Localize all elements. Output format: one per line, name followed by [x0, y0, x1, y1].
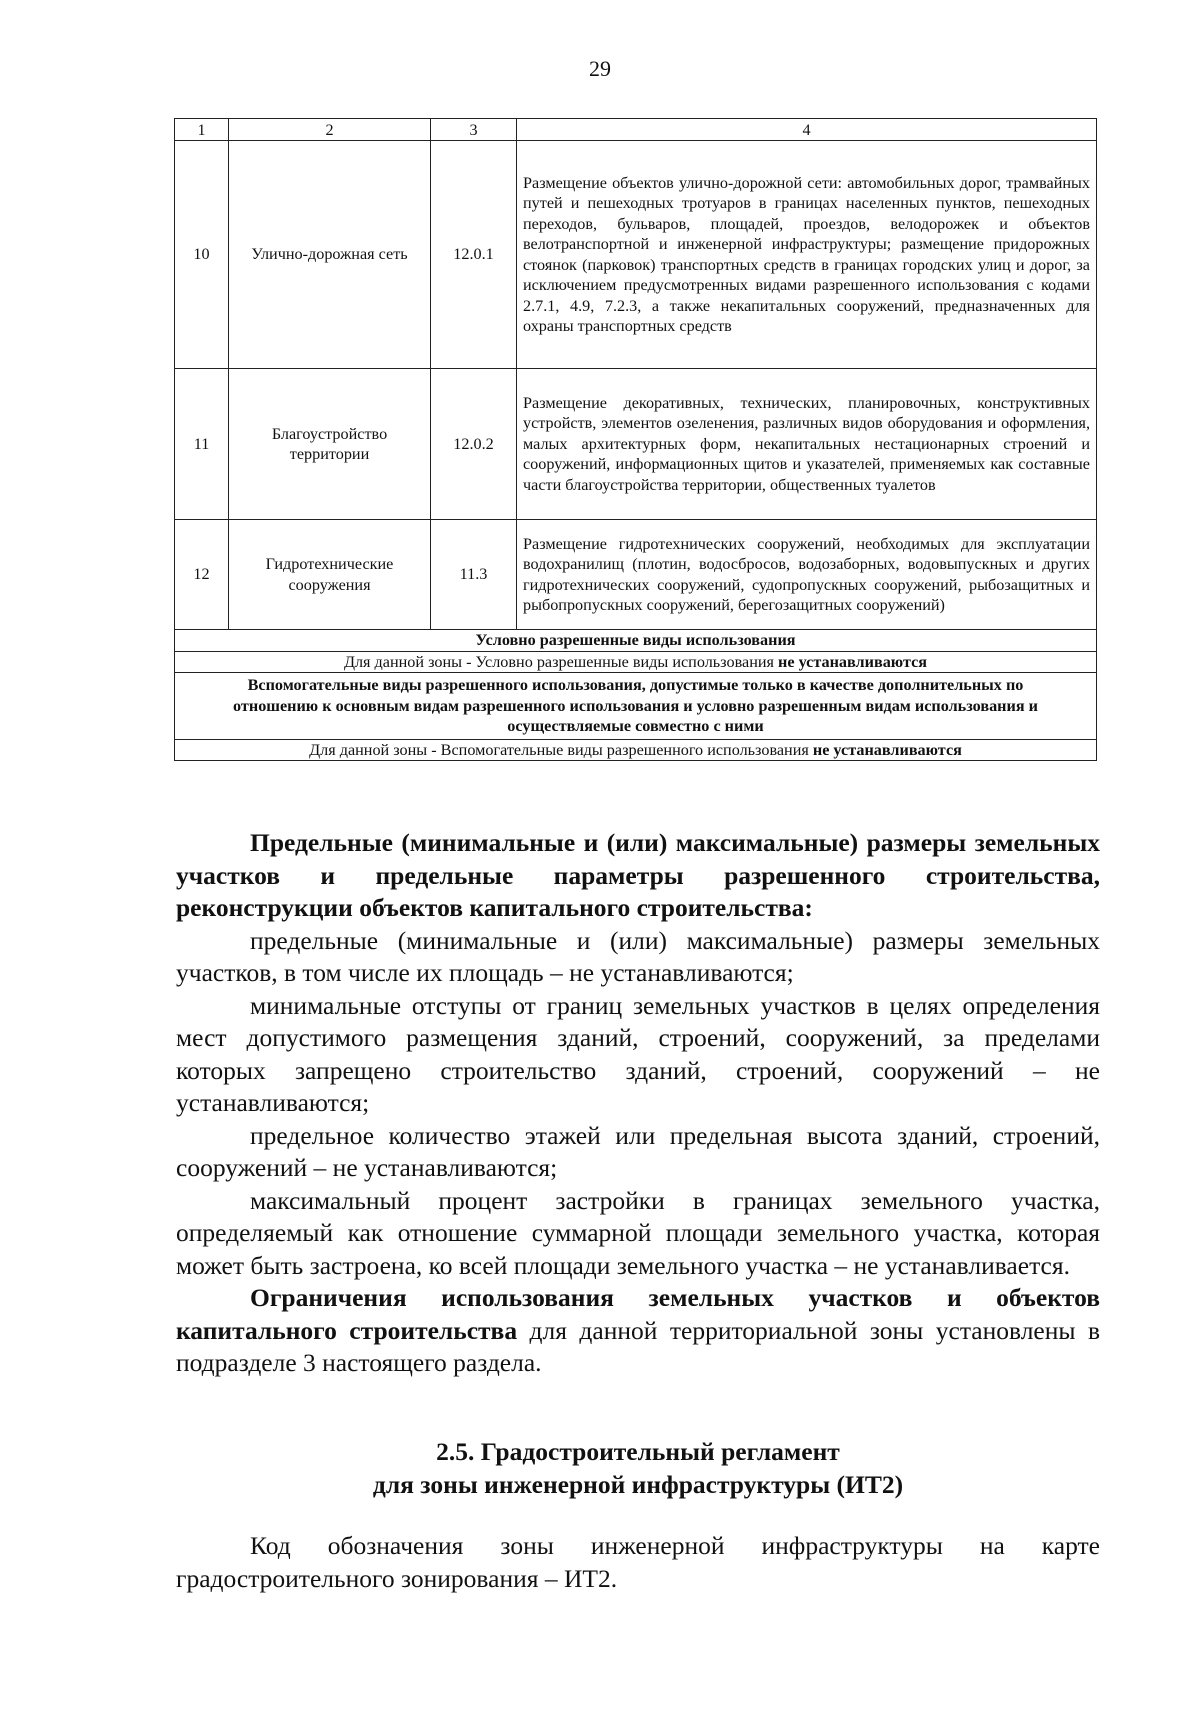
auxiliary-note-row — [175, 739, 1097, 761]
limits-paragraph: максимальный процент застройки в границах земельного участка, определяемый как отношение суммарной площади земельного участка, которая может быть застроена, ко всей площади земельного участка – не устанавливается. — [176, 1185, 1100, 1280]
use-type-code: 12.0.2 — [431, 369, 517, 520]
auxiliary-heading-row — [175, 673, 1097, 740]
table-header-row — [175, 119, 1097, 141]
restrictions-text: для данной территориальной зоны установлены в подразделе 3 настоящего раздела. — [176, 1315, 1101, 1377]
column-header: 2 — [229, 119, 431, 141]
auxiliary-uses-note — [175, 739, 1097, 761]
restrictions-paragraph — [176, 1282, 1100, 1380]
note-text: Для данной зоны - Условно разрешенные виды использования — [343, 652, 779, 671]
use-type-code: 12.0.1 — [431, 141, 517, 369]
note-text-bold: не устанавливаются — [812, 740, 962, 759]
use-type-description: Размещение декоративных, технических, планировочных, конструктивных устройств, элементов озеленения, различных видов оборудования и оформления, малых архитектурных форм, некапитальных нестационарных строений и сооружений, информационных щитов и указателей, применяемых как составные части благоустройства территории, общественных туалетов — [517, 369, 1097, 520]
section-title-line: для зоны инженерной инфраструктуры (ИТ2) — [372, 1469, 904, 1499]
page-number: 29 — [589, 56, 611, 81]
limits-paragraph: минимальные отступы от границ земельных участков в целях определения мест допустимого размещения зданий, строений, сооружений, за пределами которых запрещено строительство зданий, строений, сооружений – не устанавливаются; — [176, 990, 1100, 1117]
column-header: 1 — [175, 119, 229, 141]
row-number: 10 — [175, 141, 229, 369]
limits-paragraph: предельное количество этажей или предельная высота зданий, строений, сооружений – не устанавливаются; — [176, 1120, 1100, 1182]
auxiliary-uses-heading: Вспомогательные виды разрешенного использования, допустимые только в качестве дополнительных по отношению к основным видам разрешенного использования и условно разрешенным видам использования и осуществляемые совместно с ними — [175, 673, 1097, 740]
table-row — [175, 369, 1097, 520]
use-type-name: Гидротехнические сооружения — [229, 520, 431, 630]
column-header: 3 — [431, 119, 517, 141]
conditional-heading-row — [175, 630, 1097, 652]
limits-section — [176, 827, 1100, 1380]
land-use-table — [174, 118, 1097, 761]
conditional-note-row — [175, 651, 1097, 673]
use-type-code: 11.3 — [431, 520, 517, 630]
restrictions-bold: Ограничения использования земельных участков и объектов капитального строительства — [176, 1283, 1100, 1345]
conditional-uses-note — [175, 651, 1097, 673]
section-title-line: 2.5. Градостроительный регламент — [436, 1437, 840, 1466]
conditional-uses-heading: Условно разрешенные виды использования — [175, 630, 1097, 652]
column-header: 4 — [517, 119, 1097, 141]
limits-heading: Предельные (минимальные и (или) максимальные) размеры земельных участков и предельные параметры разрешенного строительства, реконструкции объектов капитального строительства: — [176, 828, 1100, 922]
code-section — [176, 1530, 1100, 1595]
table-row — [175, 141, 1097, 369]
code-paragraph: Код обозначения зоны инженерной инфраструктуры на карте градостроительного зонирования – ИТ2. — [176, 1531, 1100, 1593]
row-number: 12 — [175, 520, 229, 630]
note-text-bold: не устанавливаются — [778, 652, 928, 671]
use-type-name: Улично-дорожная сеть — [229, 141, 431, 369]
section-title — [176, 1436, 1100, 1501]
limits-paragraph: предельные (минимальные и (или) максимальные) размеры земельных участков, в том числе их площадь – не устанавливаются; — [176, 925, 1100, 987]
note-text: Для данной зоны - Вспомогательные виды разрешенного использования — [309, 740, 813, 759]
use-type-name: Благоустройство территории — [229, 369, 431, 520]
row-number: 11 — [175, 369, 229, 520]
table-row — [175, 520, 1097, 630]
use-type-description: Размещение объектов улично-дорожной сети: автомобильных дорог, трамвайных путей и пешеходных тротуаров в границах населенных пунктов, пешеходных переходов, бульваров, площадей, проездов, велодорожек и объектов велотранспортной и инженерной инфраструктуры; размещение придорожных стоянок (парковок) транспортных средств в границах городских улиц и дорог, за исключением предусмотренных видами разрешенного использования с кодами 2.7.1, 4.9, 7.2.3, а также некапитальных сооружений, предназначенных для охраны транспортных средств — [517, 141, 1097, 369]
use-type-description: Размещение гидротехнических сооружений, необходимых для эксплуатации водохранилищ (плотин, водосбросов, водозаборных, водовыпускных и других гидротехнических сооружений, судопропускных сооружений, рыбозащитных и рыбопропускных сооружений, берегозащитных сооружений) — [517, 520, 1097, 630]
